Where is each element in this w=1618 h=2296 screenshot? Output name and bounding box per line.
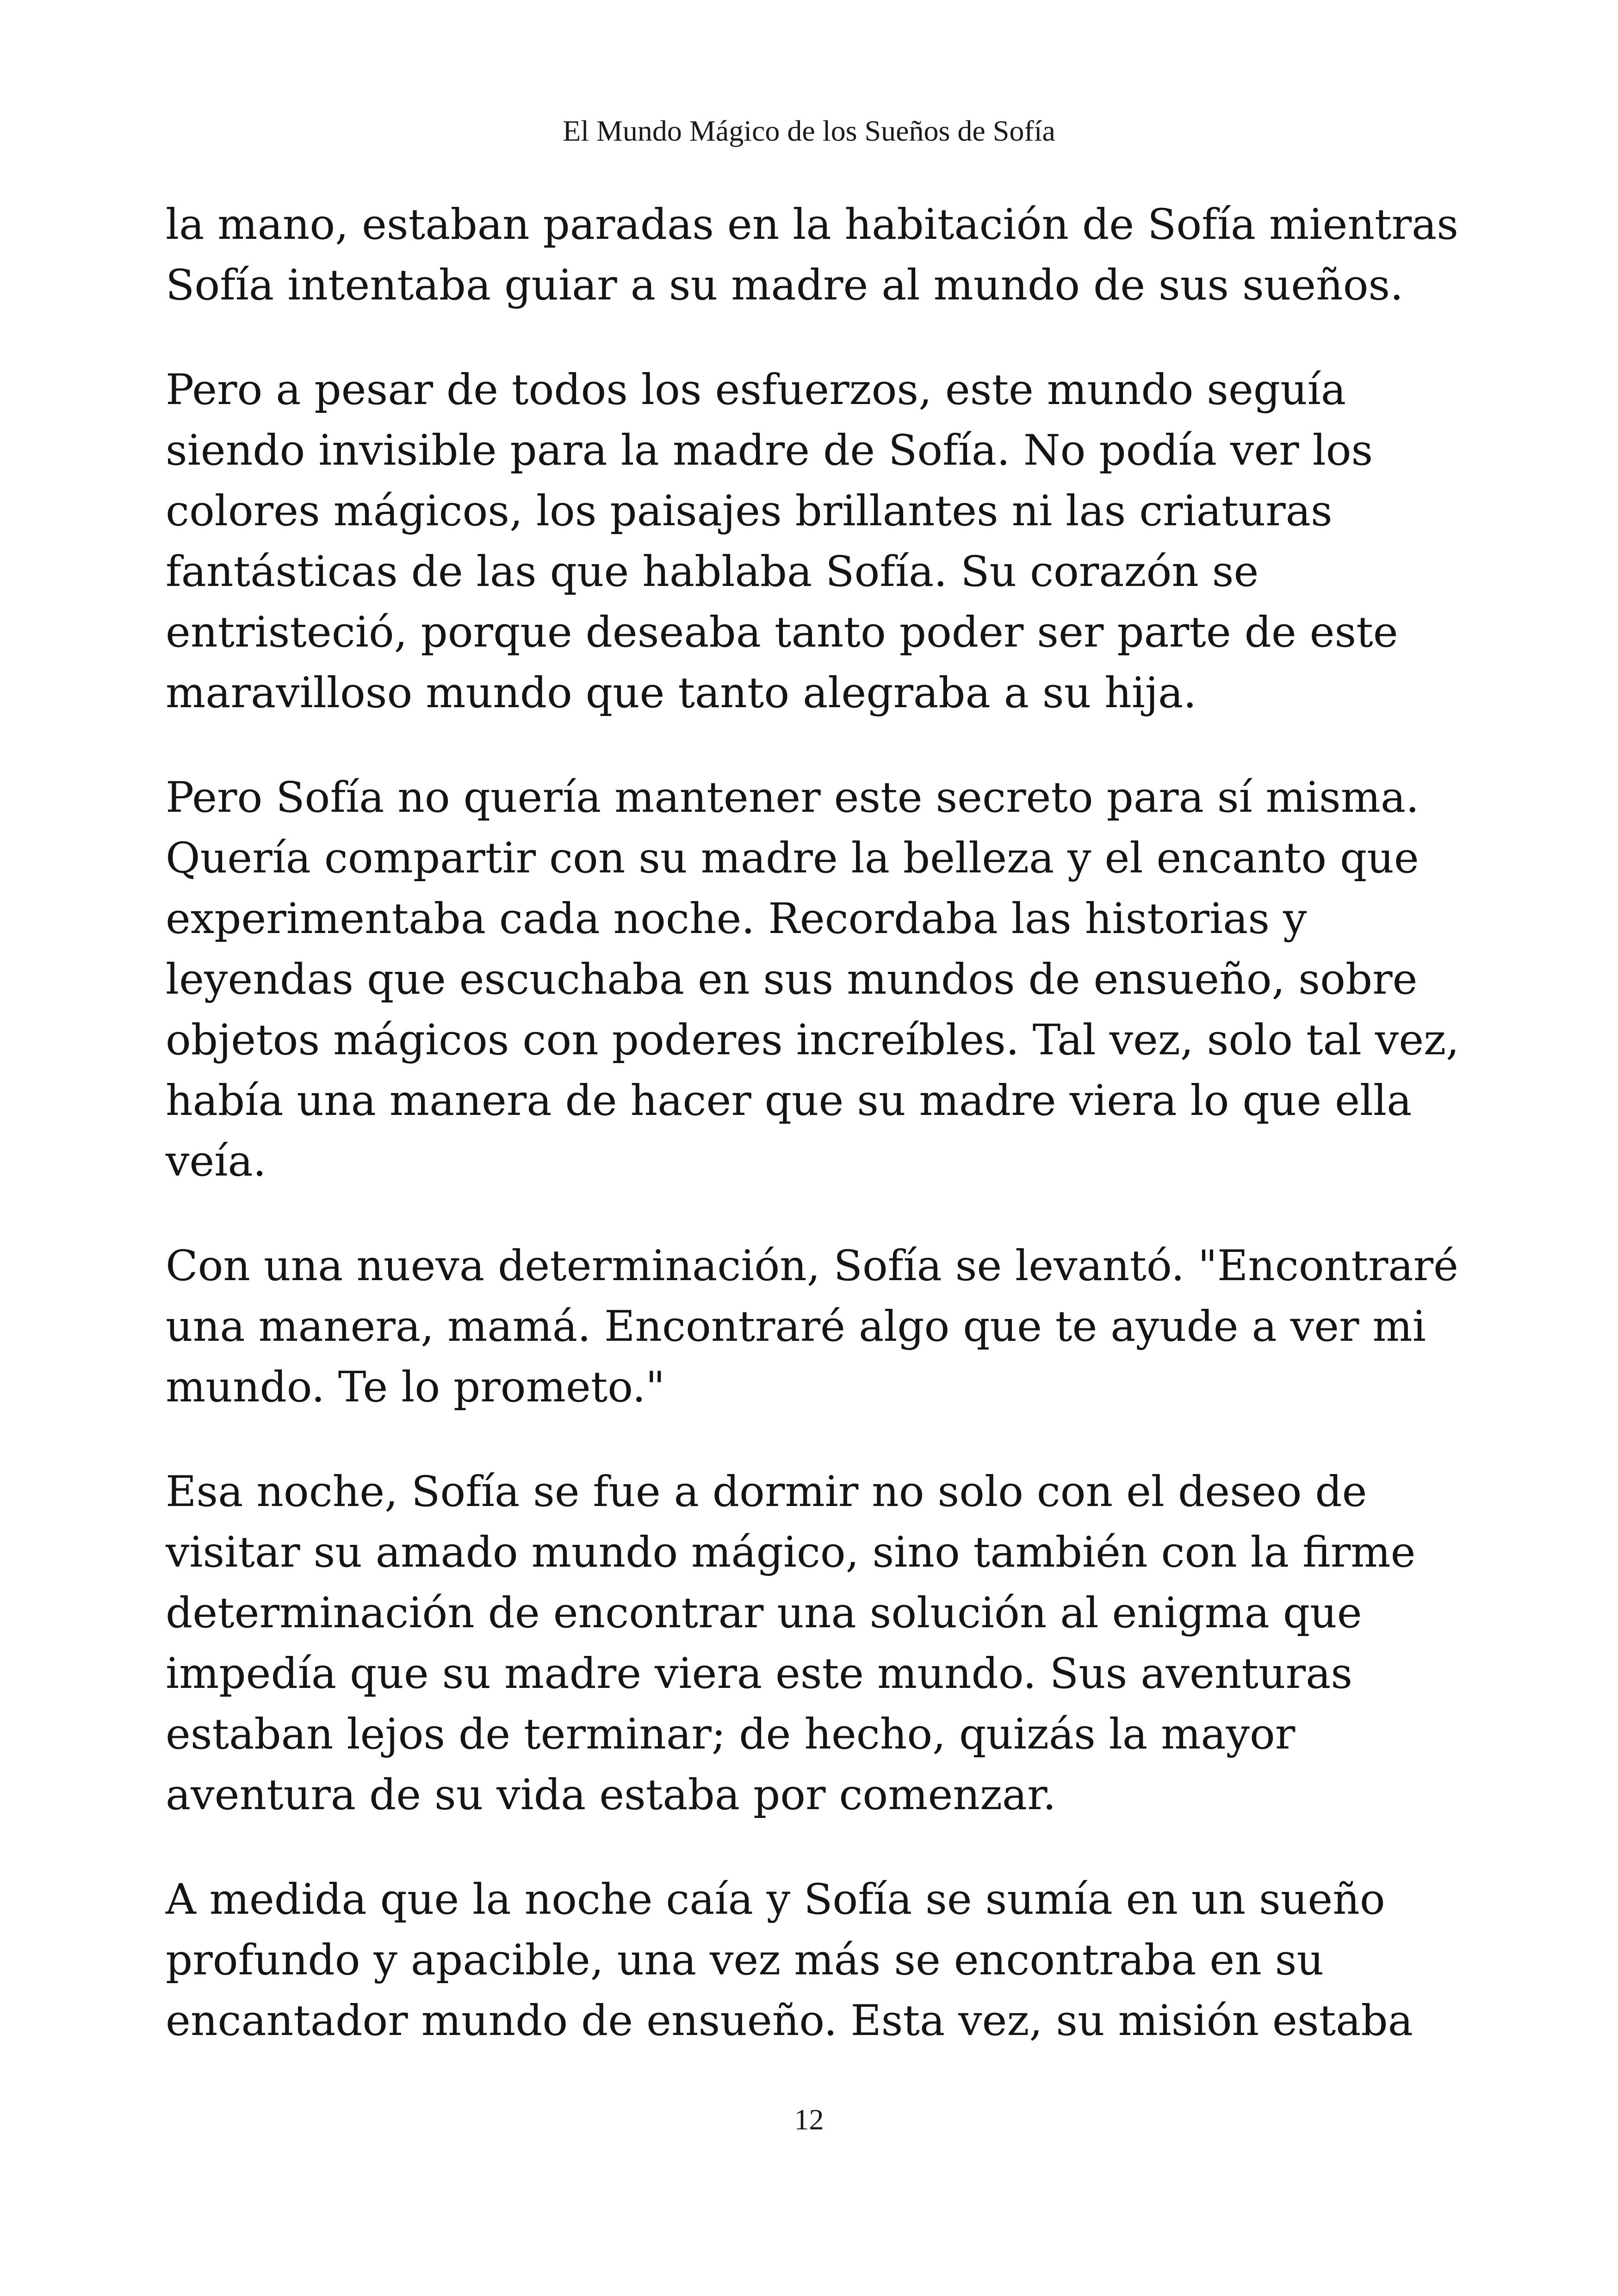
text-line: determinación de encontrar una solución al enigma que xyxy=(166,1589,1362,1637)
text-line: objetos mágicos con poderes increíbles. Tal vez, solo tal vez, xyxy=(166,1016,1459,1064)
text-line: fantásticas de las que hablaba Sofía. Su corazón se xyxy=(166,548,1259,596)
text-line: Sofía intentaba guiar a su madre al mundo de sus sueños. xyxy=(166,261,1404,310)
text-line: siendo invisible para la madre de Sofía. No podía ver los xyxy=(166,426,1373,475)
text-line: aventura de su vida estaba por comenzar. xyxy=(166,1771,1056,1819)
text-line: una manera, mamá. Encontraré algo que te ayude a ver mi xyxy=(166,1302,1426,1351)
text-line: estaban lejos de terminar; de hecho, quizás la mayor xyxy=(166,1710,1296,1759)
body-text xyxy=(166,194,1459,2051)
text-line: profundo y apacible, una vez más se encontraba en su xyxy=(166,1936,1324,1985)
text-line: Pero Sofía no quería mantener este secreto para sí misma. xyxy=(166,773,1420,822)
text-line: había una manera de hacer que su madre viera lo que ella xyxy=(166,1076,1412,1125)
paragraph-4 xyxy=(166,1236,1458,1418)
paragraph-3 xyxy=(166,767,1459,1192)
paragraph-2 xyxy=(166,360,1452,723)
paragraph-6 xyxy=(166,1869,1452,2051)
paragraph-1 xyxy=(166,194,1458,316)
text-line: veía. xyxy=(166,1137,267,1186)
text-line: A medida que la noche caía y Sofía se sumía en un sueño xyxy=(166,1875,1385,1924)
text-line: colores mágicos, los paisajes brillantes ni las criaturas xyxy=(166,487,1333,535)
page-number: 12 xyxy=(794,2103,824,2136)
running-header-title: El Mundo Mágico de los Sueños de Sofía xyxy=(563,114,1055,147)
text-line: encantador mundo de ensueño. Esta vez, su misión estaba xyxy=(166,1997,1413,2045)
text-line: Esa noche, Sofía se fue a dormir no solo con el deseo de xyxy=(166,1468,1367,1516)
text-line: mundo. Te lo prometo." xyxy=(166,1363,665,1412)
text-line: la mano, estaban paradas en la habitación de Sofía mientras xyxy=(166,200,1458,249)
text-line: leyendas que escuchaba en sus mundos de ensueño, sobre xyxy=(166,955,1418,1004)
text-line: Pero a pesar de todos los esfuerzos, este mundo seguía xyxy=(166,366,1346,414)
paragraph-5 xyxy=(166,1462,1452,1825)
text-line: Con una nueva determinación, Sofía se levantó. "Encontraré xyxy=(166,1242,1458,1290)
text-line: maravilloso mundo que tanto alegraba a su hija. xyxy=(166,669,1197,717)
text-line: experimentaba cada noche. Recordaba las historias y xyxy=(166,895,1307,943)
text-line: visitar su amado mundo mágico, sino también con la firme xyxy=(166,1528,1416,1577)
text-line: Quería compartir con su madre la belleza y el encanto que xyxy=(166,834,1419,883)
text-line: impedía que su madre viera este mundo. Sus aventuras xyxy=(166,1649,1353,1698)
text-line: entristeció, porque deseaba tanto poder ser parte de este xyxy=(166,608,1398,657)
